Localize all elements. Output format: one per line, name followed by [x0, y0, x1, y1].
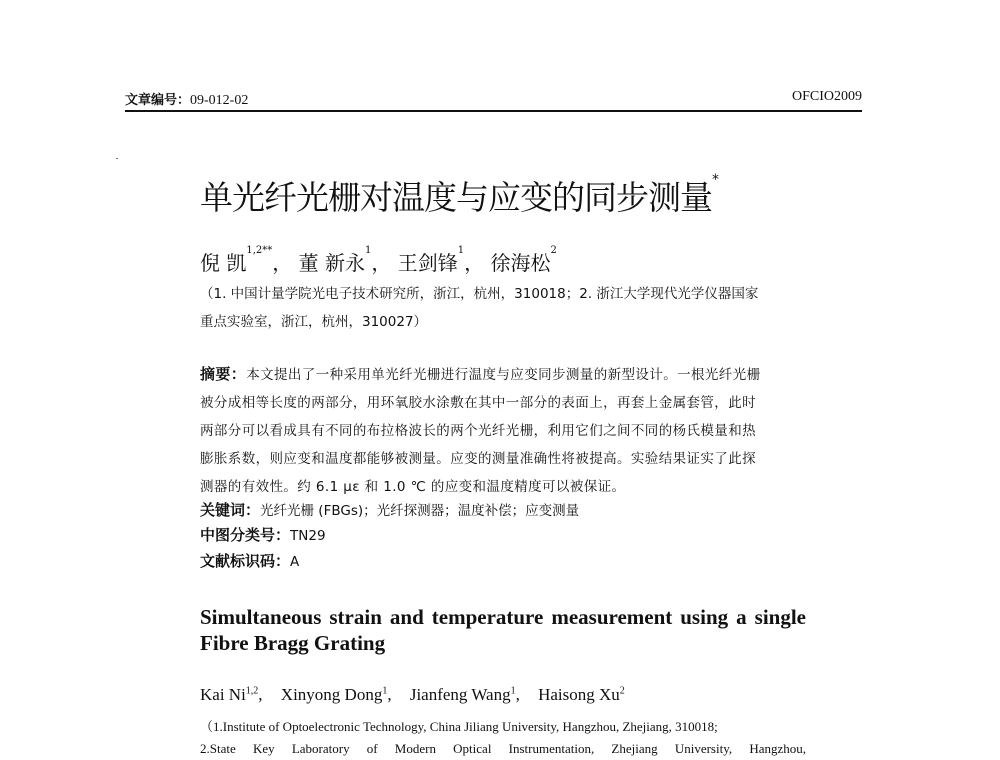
author-sup: 1	[457, 245, 465, 256]
author-name: 董 新永	[298, 251, 365, 275]
author-sup: 1,2**	[246, 245, 273, 256]
doc-code-label: 文献标识码：	[200, 552, 291, 570]
title-footnote-mark: *	[712, 172, 718, 188]
article-number-label: 文章编号：	[125, 93, 191, 108]
document-code	[200, 550, 299, 571]
keywords-cn	[200, 499, 579, 520]
clc-value: TN29	[290, 528, 326, 544]
affiliation-cn-line: （1. 中国计量学院光电子技术研究所，浙江，杭州，310018；2. 浙江大学现代光学仪器国家	[200, 286, 759, 302]
abstract-text: 本文提出了一种采用单光纤光栅进行温度与应变同步测量的新型设计。一根光纤光栅	[246, 367, 761, 383]
abstract-label: 摘要：	[200, 365, 247, 383]
scan-speck	[116, 158, 118, 159]
conference-code: OFCIO2009	[791, 89, 862, 104]
author-sup: 1	[510, 685, 516, 697]
author-en	[538, 685, 625, 704]
author-en	[281, 685, 388, 704]
authors-cn: 倪 凯$^{1,2**}$， 董 新永$^1$， 王剑锋$^1$， 徐海松$^2$	[200, 245, 557, 275]
keywords-value: 光纤光栅 (FBGs)；光纤探测器；温度补偿；应变测量	[260, 503, 580, 519]
author-name: Xinyong Dong	[280, 685, 383, 704]
page-title-cn	[200, 172, 718, 219]
author-en	[200, 685, 258, 704]
author-en	[410, 685, 516, 704]
title-en-line: Fibre Bragg Grating	[200, 631, 386, 655]
abstract-cn-line	[200, 363, 761, 384]
authors-en: Kai Ni$^{1,2}$, Xinyong Dong$^1$, Jianfeng Wang$^1$, Haisong Xu$^2$	[200, 685, 625, 704]
abstract-cn-line: 膨胀系数，则应变和温度都能够被测量。应变的测量准确性将被提高。实验结果证实了此探	[200, 451, 756, 467]
author-name: 倪 凯	[200, 251, 247, 275]
article-number	[125, 89, 248, 109]
clc-number	[200, 524, 326, 545]
author-sup: 1	[382, 685, 388, 697]
author-name: 王剑锋	[397, 251, 458, 275]
author-sup: 2	[619, 685, 625, 697]
author-sup: 1,2	[245, 685, 259, 697]
author-sup: 1	[364, 245, 372, 256]
author-name: 徐海松	[490, 251, 551, 275]
page-title-en	[200, 604, 806, 656]
affiliation-en-line: （1.Institute of Optoelectronic Technology, China Jiliang University, Hangzhou, Zhejiang, 310018;	[200, 719, 718, 734]
abstract-cn-line: 被分成相等长度的两部分，用环氧胶水涂敷在其中一部分的表面上，再套上金属套管，此时	[200, 395, 756, 411]
author-name: Haisong Xu	[538, 685, 620, 704]
author-cn	[490, 245, 557, 275]
running-header	[125, 89, 862, 109]
keywords-label: 关键词：	[200, 501, 261, 519]
clc-label: 中图分类号：	[200, 526, 291, 544]
author-cn	[397, 245, 465, 275]
affiliation-en-line: 2.State Key Laboratory of Modern Optical Instrumentation, Zhejiang University, Hangzhou,	[200, 741, 806, 756]
abstract-cn-line: 测器的有效性。约 6.1 με 和 1.0 ℃ 的应变和温度精度可以被保证。	[200, 479, 626, 495]
author-cn	[200, 245, 273, 275]
affiliation-cn-line: 重点实验室，浙江，杭州，310027）	[200, 314, 428, 330]
title-cn-text: 单光纤光栅对温度与应变的同步测量	[200, 178, 712, 217]
author-name: Kai Ni	[200, 685, 246, 704]
title-en-line: Simultaneous strain and temperature measurement using a single	[200, 605, 806, 629]
abstract-cn-line: 两部分可以看成具有不同的布拉格波长的两个光纤光栅，利用它们之间不同的杨氏模量和热	[200, 423, 756, 439]
doc-code-value: A	[290, 554, 300, 570]
author-name: Jianfeng Wang	[409, 685, 511, 704]
author-cn	[298, 245, 372, 275]
author-sup: 2	[550, 245, 557, 256]
header-rule	[125, 110, 862, 112]
article-number-value: 09-012-02	[190, 93, 249, 108]
